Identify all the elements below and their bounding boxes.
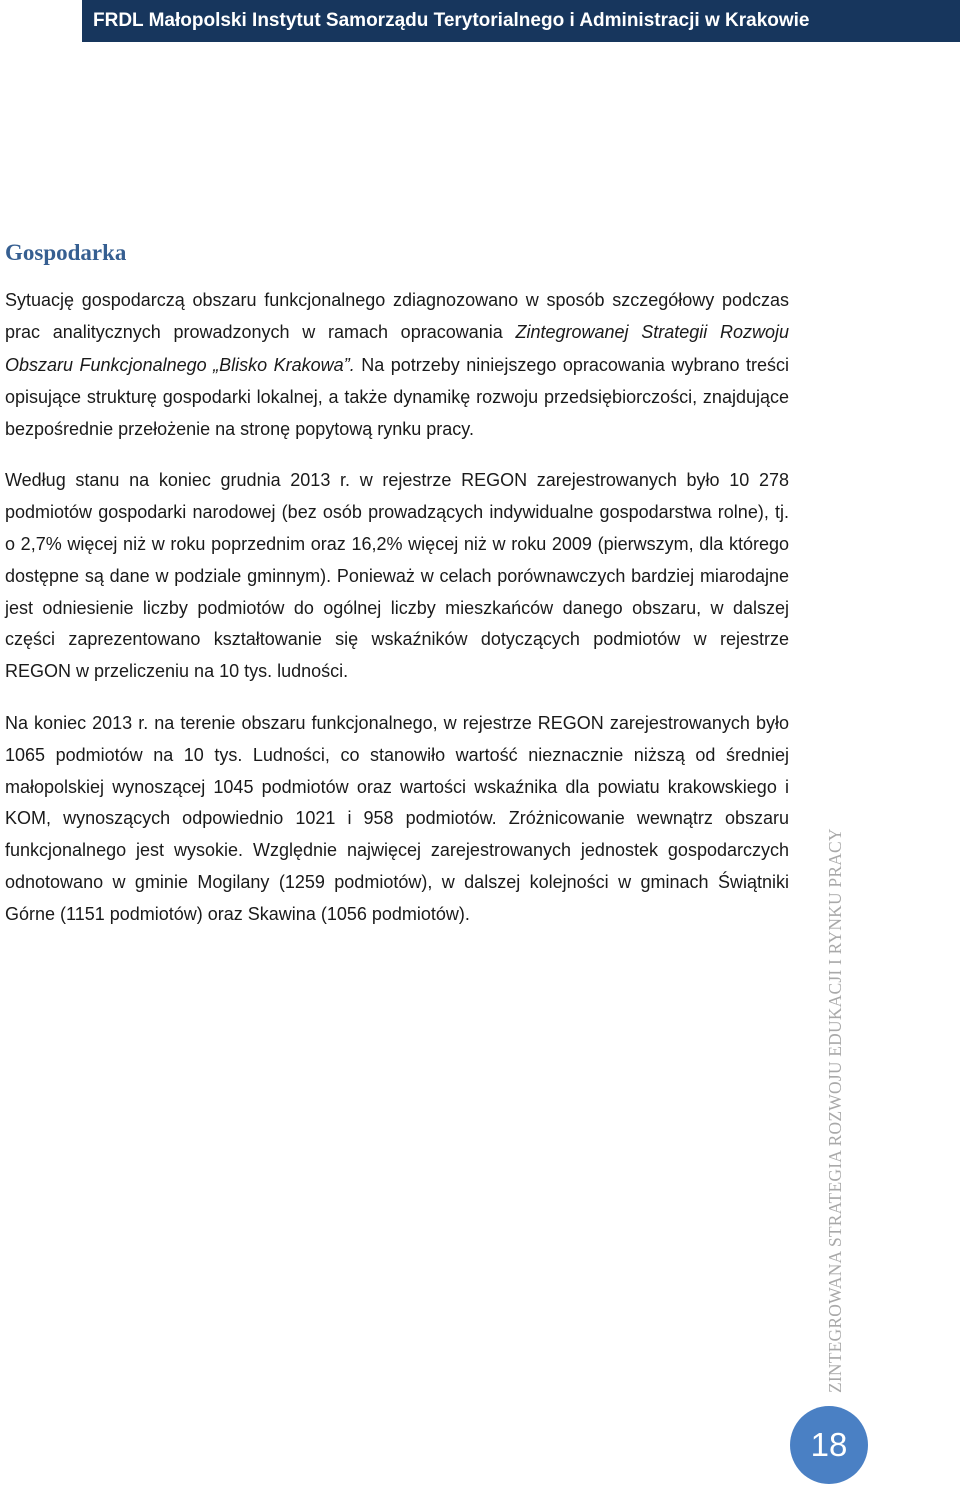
page-number-badge: [790, 1406, 868, 1484]
section-heading: Gospodarka: [5, 240, 127, 265]
paragraph-regon-per-capita: Na koniec 2013 r. na terenie obszaru funkcjonalnego, w rejestrze REGON zarejestrowanych było 1065 podmiotów na 10 tys. Ludności, co stanowiło wartość nieznacznie niższą od średniej małopolskiej wynoszącej 1045 podmiotów oraz wartości wskaźnika dla powiatu krakowskiego i KOM, wynoszących odpowiednio 1021 i 958 podmiotów. Zróżnicowanie wewnątrz obszaru funkcjonalnego jest wysokie. Względnie najwięcej zarejestrowanych jednostek gospodarczych odnotowano w gminie Mogilany (1259 podmiotów), w dalszej kolejności w gminach Świątniki Górne (1151 podmiotów) oraz Skawina (1056 podmiotów).: [5, 713, 789, 924]
paragraph-intro: [5, 284, 789, 445]
page-number: 18: [810, 1426, 848, 1463]
paragraph-intro-end: Na potrzeby niniejszego opracowania wybrano treści opisujące strukturę gospodarki lokalnej, a także dynamikę rozwoju przedsiębiorczości, znajdujące bezpośrednie przełożenie na stronę popytową rynku pracy.: [5, 354, 789, 440]
strategy-title: Zintegrowanej Strategii Rozwoju Obszaru Funkcjonalnego „Blisko Krakowa”.: [5, 322, 789, 375]
paragraph-intro-start: Sytuację gospodarczą obszaru funkcjonalnego zdiagnozowano w sposób szczegółowy podczas prac analitycznych prowadzonych w ramach opracowania: [5, 290, 789, 343]
paragraph-regon-2013: Według stanu na koniec grudnia 2013 r. w rejestrze REGON zarejestrowanych było 10 278 podmiotów gospodarki narodowej (bez osób prowadzących indywidualne gospodarstwa rolne), tj. o 2,7% więcej niż w roku poprzednim oraz 16,2% więcej niż w roku 2009 (pierwszym, dla którego dostępne są dane w podziale gminnym). Ponieważ w celach porównawczych bardziej miarodajne jest odniesienie liczby podmiotów do ogólnej liczby mieszkańców danego obszaru, w dalszej części zaprezentowano kształtowanie się wskaźników dotyczących podmiotów w rejestrze REGON w przeliczeniu na 10 tys. ludności.: [5, 470, 789, 682]
body-text: [5, 284, 789, 931]
header-title: FRDL Małopolski Instytut Samorządu Terytorialnego i Administracji w Krakowie: [93, 10, 810, 31]
side-title-area: [812, 828, 858, 1393]
vertical-document-title: ZINTEGROWANA STRATEGIA ROZWOJU EDUKACJI I RYNKU PRACY: [825, 828, 845, 1393]
header-bar: [82, 0, 960, 42]
